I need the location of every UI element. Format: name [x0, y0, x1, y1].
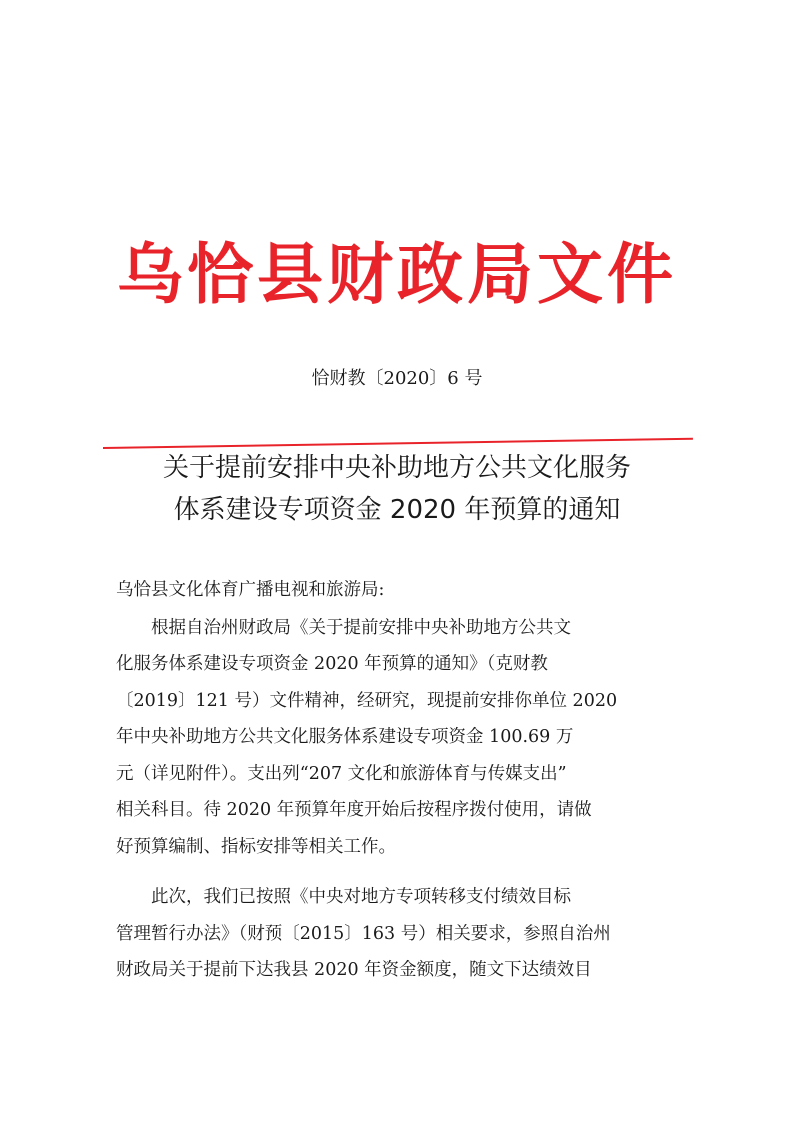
body-line: 好预算编制、指标安排等相关工作。 [116, 836, 396, 857]
body-line: 年中央补助地方公共文化服务体系建设专项资金 100.69 万 [116, 727, 574, 747]
body-line: 此次，我们已按照《中央对地方专项转移支付绩效目标 [151, 887, 571, 907]
body-line: 根据自治州财政局《关于提前安排中央补助地方公共文 [151, 617, 571, 638]
body-line: 元（详见附件）。支出列“207 文化和旅游体育与传媒支出” [116, 763, 567, 784]
recipient-line: 乌恰县文化体育广播电视和旅游局: [116, 580, 385, 600]
body-line: 相关科目。待 2020 年预算年度开始后按程序拨付使用，请做 [116, 800, 592, 820]
body-line: 财政局关于提前下达我县 2020 年资金额度，随文下达绩效目 [116, 960, 592, 980]
notice-title [0, 447, 794, 531]
body-line: 化服务体系建设专项资金 2020 年预算的通知》（克财教 [116, 654, 548, 674]
masthead-title: 乌恰县财政局文件 [117, 235, 677, 313]
body-line: 管理暂行办法》（财预〔2015〕163 号）相关要求，参照自治州 [116, 923, 611, 944]
notice-title-line-2: 体系建设专项资金 2020 年预算的通知 [173, 495, 621, 525]
notice-body [116, 572, 700, 989]
notice-title-line-1: 关于提前安排中央补助地方公共文化服务 [162, 453, 631, 483]
body-line: 〔2019〕121 号）文件精神，经研究，现提前安排你单位 2020 [116, 690, 618, 711]
document-number: 恰财教〔2020〕6 号 [311, 368, 483, 389]
